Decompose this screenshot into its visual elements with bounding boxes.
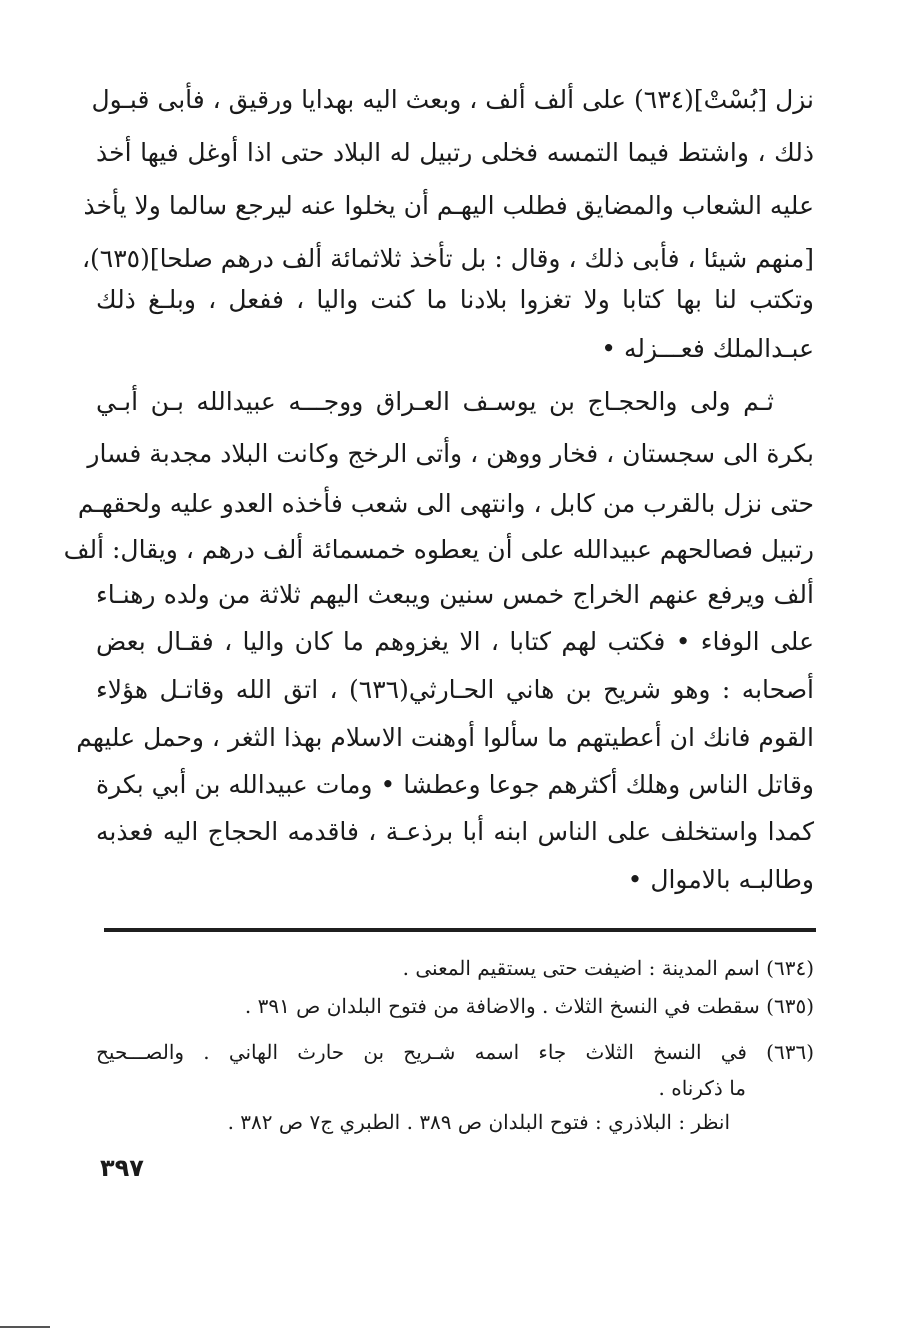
body-line-2: ذلك ، واشتط فيما التمسه فخلى رتبيل له البلاد حتى اذا أوغل فيها أخذ xyxy=(96,138,814,167)
body-line-5: وتكتب لنا بها كتابا ولا تغزوا بلادنا ما كنت واليا ، ففعل ، وبلـغ ذلك xyxy=(96,285,814,314)
body-line-8: بكرة الى سجستان ، فخار ووهن ، وأتى الرخج وكانت البلاد مجدبة فسار xyxy=(87,439,814,468)
footnote-636: (٦٣٦) في النسخ الثلاث جاء اسمه شـريح بن حارث الهاني . والصـــحيح xyxy=(96,1040,814,1064)
footnote-635: (٦٣٥) سقطت في النسخ الثلاث . والاضافة من فتوح البلدان ص ٣٩١ . xyxy=(244,994,814,1018)
footnote-divider xyxy=(104,928,816,932)
body-line-1: نزل [بُسْتْ](٦٣٤) على ألف ألف ، وبعث اليه بهدايا ورقيق ، فأبى قبـول xyxy=(91,85,814,114)
page-number: ٣٩٧ xyxy=(100,1154,144,1182)
body-line-10: رتبيل فصالحهم عبيدالله على أن يعطوه خمسمائة ألف درهم ، ويقال: ألف xyxy=(63,535,814,564)
body-line-14: القوم فانك ان أعطيتهم ما سألوا أوهنت الاسلام بهذا الثغر ، وحمل عليهم xyxy=(76,723,814,752)
body-line-17: وطالبـه بالاموال • xyxy=(627,865,814,894)
footnote-634: (٦٣٤) اسم المدينة : اضيفت حتى يستقيم المعنى . xyxy=(402,956,814,980)
footnote-636-continued: ما ذكرناه . xyxy=(658,1076,746,1100)
body-line-3: عليه الشعاب والمضايق فطلب اليهـم أن يخلوا عنه ليرجع سالما ولا يأخذ xyxy=(83,191,814,220)
footnote-reference: انظر : البلاذري : فتوح البلدان ص ٣٨٩ . الطبري ج٧ ص ٣٨٢ . xyxy=(227,1110,730,1134)
body-line-13: أصحابه : وهو شريح بن هاني الحـارثي(٦٣٦) ، اتق الله وقاتـل هؤلاء xyxy=(96,675,814,704)
scan-edge-mark xyxy=(0,1326,50,1328)
body-line-7: ثـم ولى والحجـاج بن يوسـف العـراق ووجـــه عبيدالله بـن أبـي xyxy=(96,387,774,416)
body-line-9: حتى نزل بالقرب من كابل ، وانتهى الى شعب فأخذه العدو عليه ولحقهـم xyxy=(77,489,814,518)
body-line-15: وقاتل الناس وهلك أكثرهم جوعا وعطشا • ومات عبيدالله بن أبي بكرة xyxy=(96,770,814,799)
body-line-4: [منهم شيئا ، فأبى ذلك ، وقال : بل تأخذ ثلاثمائة ألف درهم صلحا](٦٣٥)، xyxy=(81,244,814,273)
body-line-11: ألف ويرفع عنهم الخراج خمس سنين ويبعث اليهم ثلاثة من ولده رهنـاء xyxy=(96,580,814,609)
body-line-12: على الوفاء • فكتب لهم كتابا ، الا يغزوهم ما كان واليا ، فقـال بعض xyxy=(96,627,814,656)
body-line-6: عبـدالملك فعـــزله • xyxy=(601,334,814,363)
body-line-16: كمدا واستخلف على الناس ابنه أبا برذعـة ، فاقدمه الحجاج اليه فعذبه xyxy=(96,817,814,846)
